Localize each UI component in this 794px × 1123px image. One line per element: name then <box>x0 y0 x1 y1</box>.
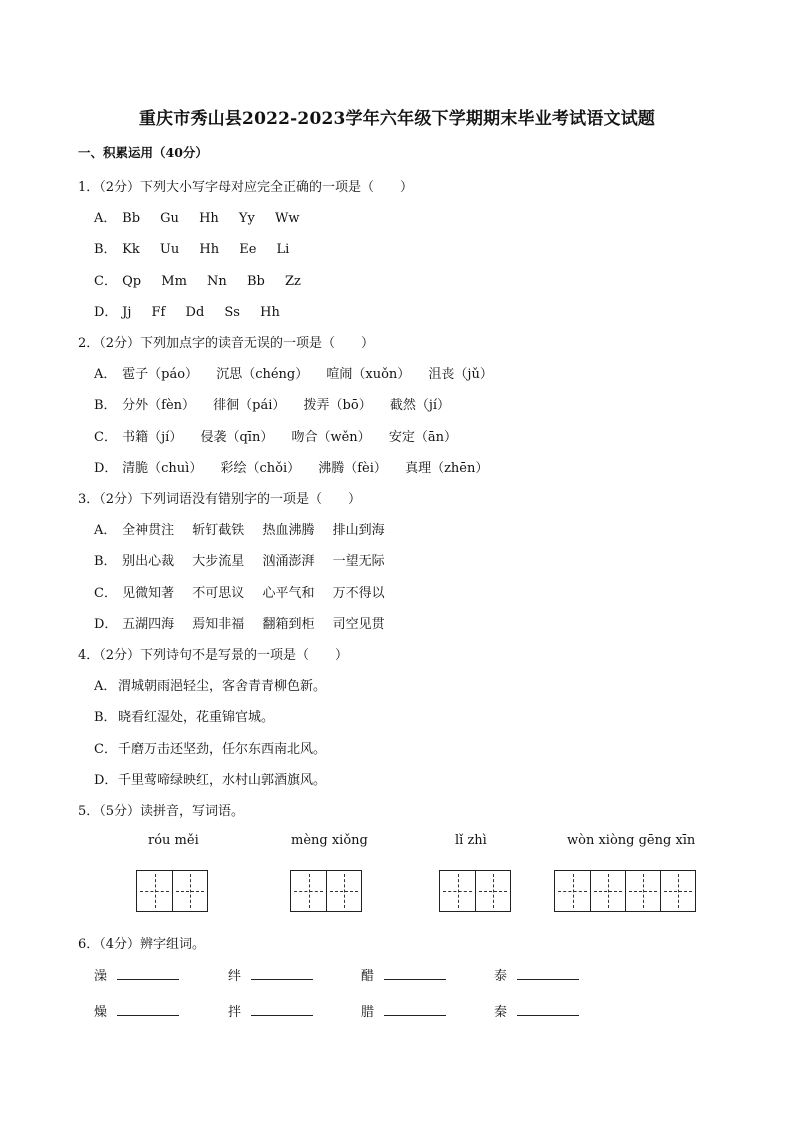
option-item: 清脆（chuì） <box>122 461 203 476</box>
word-compose-item[interactable] <box>494 965 579 984</box>
word-compose-item[interactable] <box>228 1001 313 1020</box>
option-item: 见微知著 <box>122 586 175 601</box>
option-item: 斩钉截铁 <box>192 523 245 538</box>
question-4-option-a[interactable] <box>94 675 326 694</box>
question-1-option-a[interactable] <box>94 207 316 226</box>
question-4-option-c[interactable] <box>94 738 326 757</box>
question-4-option-d[interactable] <box>94 769 326 788</box>
question-2-option-a[interactable] <box>94 363 507 382</box>
option-item: 排山到海 <box>332 523 385 538</box>
character: 腊 <box>361 1005 375 1020</box>
option-item: Hh <box>260 305 280 320</box>
writing-cell[interactable] <box>326 871 361 911</box>
tianzige-grid[interactable] <box>439 870 511 912</box>
question-4-stem: 4．（2分）下列诗句不是写景的一项是（ ） <box>78 648 349 663</box>
option-label: B． <box>94 398 117 413</box>
option-item: 沸腾（fèi） <box>318 461 387 476</box>
option-item: 翻箱到柜 <box>262 617 315 632</box>
option-item: 热血沸腾 <box>262 523 315 538</box>
option-label: C． <box>94 274 117 289</box>
option-label: A． <box>94 211 117 226</box>
question-1-option-d[interactable] <box>94 301 296 320</box>
option-label: D． <box>94 617 118 632</box>
option-item: 大步流星 <box>192 554 245 569</box>
option-label: D． <box>94 305 118 320</box>
tianzige-grid[interactable] <box>136 870 208 912</box>
word-compose-item[interactable] <box>94 1001 179 1020</box>
option-text: 千磨万击还坚劲，任尔东西南北风。 <box>118 742 327 757</box>
option-label: C． <box>94 742 117 757</box>
option-item: 分外（fèn） <box>122 398 196 413</box>
option-item: 万不得以 <box>332 586 385 601</box>
character: 燥 <box>94 1005 108 1020</box>
option-item: 侵袭（qīn） <box>200 430 274 445</box>
question-3-option-c[interactable] <box>94 582 399 601</box>
option-item: 安定（ān） <box>388 430 457 445</box>
pinyin-label: lǐ zhì <box>455 833 487 848</box>
question-6-stem: 6．（4分）辨字组词。 <box>78 937 206 952</box>
answer-blank[interactable] <box>384 1003 446 1016</box>
option-item: 喧闹（xuǒn） <box>326 367 411 382</box>
option-text: 渭城朝雨浥轻尘，客舍青青柳色新。 <box>118 679 327 694</box>
option-item: Uu <box>159 242 180 257</box>
character: 绊 <box>228 969 242 984</box>
option-item: Qp <box>122 274 142 289</box>
word-compose-item[interactable] <box>228 965 313 984</box>
writing-cell[interactable] <box>475 871 510 911</box>
option-item: Ss <box>224 305 240 320</box>
option-item: Nn <box>207 274 227 289</box>
option-item: Bb <box>122 211 141 226</box>
option-item: Bb <box>246 274 265 289</box>
option-item: 截然（jí） <box>389 398 451 413</box>
option-label: A． <box>94 367 117 382</box>
option-item: 书籍（jí） <box>122 430 183 445</box>
question-1-option-b[interactable] <box>94 238 305 257</box>
question-1-stem: 1．（2分）下列大小写字母对应完全正确的一项是（ ） <box>78 180 414 195</box>
option-item: 一望无际 <box>332 554 385 569</box>
option-label: A． <box>94 679 117 694</box>
option-label: C． <box>94 430 117 445</box>
option-item: 汹涌澎湃 <box>262 554 315 569</box>
option-label: A． <box>94 523 117 538</box>
pinyin-label: mèng xiǒng <box>291 833 368 848</box>
option-item: 司空见贯 <box>332 617 385 632</box>
question-2-stem: 2．（2分）下列加点字的读音无误的一项是（ ） <box>78 336 375 351</box>
answer-blank[interactable] <box>117 967 179 980</box>
option-item: Kk <box>122 242 140 257</box>
option-item: Ee <box>239 242 257 257</box>
character: 拌 <box>228 1005 242 1020</box>
option-text: 千里莺啼绿映红，水村山郭酒旗风。 <box>118 773 327 788</box>
option-item: Ww <box>275 211 300 226</box>
writing-cell[interactable] <box>440 871 475 911</box>
word-compose-item[interactable] <box>494 1001 579 1020</box>
question-3-option-a[interactable] <box>94 519 399 538</box>
question-5-stem: 5．（5分）读拼音，写词语。 <box>78 804 245 819</box>
option-item: 拨弄（bō） <box>303 398 372 413</box>
option-item: 彩绘（chǒi） <box>220 461 301 476</box>
character: 澡 <box>94 969 108 984</box>
writing-cell[interactable] <box>172 871 207 911</box>
question-3-option-b[interactable] <box>94 550 399 569</box>
option-item: 五湖四海 <box>122 617 175 632</box>
option-item: Dd <box>185 305 205 320</box>
question-2-option-c[interactable] <box>94 426 471 445</box>
answer-blank[interactable] <box>251 967 313 980</box>
word-compose-item[interactable] <box>361 1001 446 1020</box>
answer-blank[interactable] <box>251 1003 313 1016</box>
option-item: 雹子（páo） <box>122 367 199 382</box>
character: 泰 <box>494 969 508 984</box>
character: 秦 <box>494 1005 508 1020</box>
option-item: 沉思（chéng） <box>216 367 309 382</box>
writing-cell[interactable] <box>555 871 590 911</box>
writing-cell[interactable] <box>590 871 625 911</box>
option-item: Gu <box>160 211 179 226</box>
option-item: Jj <box>122 305 132 320</box>
answer-blank[interactable] <box>517 967 579 980</box>
writing-cell[interactable] <box>291 871 326 911</box>
option-item: 不可思议 <box>192 586 245 601</box>
answer-blank[interactable] <box>117 1003 179 1016</box>
option-label: B． <box>94 710 117 725</box>
option-label: D． <box>94 773 118 788</box>
writing-cell[interactable] <box>137 871 172 911</box>
option-label: D． <box>94 461 118 476</box>
option-item: Hh <box>199 242 220 257</box>
option-item: Hh <box>199 211 219 226</box>
option-item: 别出心裁 <box>122 554 175 569</box>
option-item: Mm <box>161 274 187 289</box>
question-3-option-d[interactable] <box>94 613 399 632</box>
option-item: Zz <box>284 274 301 289</box>
option-item: 吻合（wěn） <box>291 430 371 445</box>
pinyin-label: róu měi <box>148 833 199 848</box>
answer-blank[interactable] <box>517 1003 579 1016</box>
page-title: 重庆市秀山县2022-2023学年六年级下学期期末毕业考试语文试题 <box>138 109 656 129</box>
tianzige-grid[interactable] <box>554 870 696 912</box>
character: 醋 <box>361 969 375 984</box>
section-heading: 一、积累运用（40分） <box>78 145 208 160</box>
option-item: 真理（zhēn） <box>405 461 489 476</box>
question-2-option-d[interactable] <box>94 457 502 476</box>
option-item: 沮丧（jǔ） <box>428 367 493 382</box>
option-item: 焉知非福 <box>192 617 245 632</box>
option-label: C． <box>94 586 117 601</box>
option-item: Yy <box>238 211 255 226</box>
option-label: B． <box>94 554 117 569</box>
option-text: 晓看红湿处，花重锦官城。 <box>118 710 275 725</box>
option-item: 心平气和 <box>262 586 315 601</box>
writing-cell[interactable] <box>625 871 660 911</box>
answer-blank[interactable] <box>384 967 446 980</box>
word-compose-item[interactable] <box>94 965 179 984</box>
word-compose-item[interactable] <box>361 965 446 984</box>
option-label: B． <box>94 242 117 257</box>
question-3-stem: 3．（2分）下列词语没有错别字的一项是（ ） <box>78 492 362 507</box>
pinyin-label: wòn xiòng gēng xīn <box>567 833 696 848</box>
writing-cell[interactable] <box>660 871 695 911</box>
option-item: Li <box>276 242 290 257</box>
tianzige-grid[interactable] <box>290 870 362 912</box>
option-item: Ff <box>151 305 166 320</box>
question-1-option-c[interactable] <box>94 270 317 289</box>
option-item: 徘徊（pái） <box>213 398 286 413</box>
question-4-option-b[interactable] <box>94 706 274 725</box>
option-item: 全神贯注 <box>122 523 175 538</box>
question-2-option-b[interactable] <box>94 394 464 413</box>
